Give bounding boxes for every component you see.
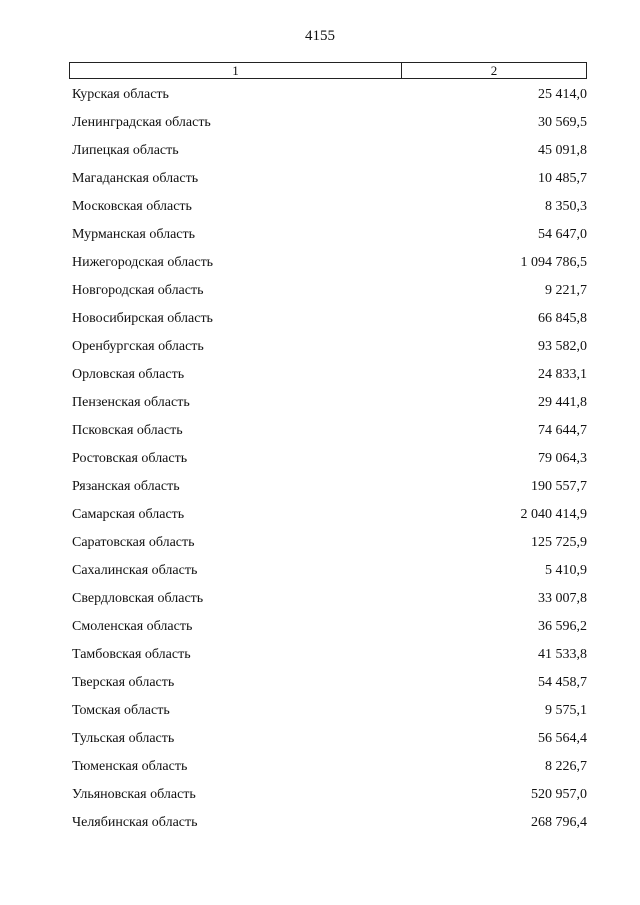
region-name: Оренбургская область xyxy=(72,339,204,354)
region-value: 520 957,0 xyxy=(531,787,587,802)
table-row xyxy=(72,588,587,616)
region-value: 24 833,1 xyxy=(538,367,587,382)
table-row xyxy=(72,308,587,336)
table-header xyxy=(69,62,587,79)
region-value: 29 441,8 xyxy=(538,395,587,410)
region-value: 9 221,7 xyxy=(545,283,587,298)
region-name: Тверская область xyxy=(72,675,175,690)
region-value: 8 350,3 xyxy=(545,199,587,214)
region-value: 125 725,9 xyxy=(531,535,587,550)
region-name: Тамбовская область xyxy=(72,647,191,662)
table-row xyxy=(72,644,587,672)
region-value: 45 091,8 xyxy=(538,143,587,158)
region-value: 41 533,8 xyxy=(538,647,587,662)
region-name: Тульская область xyxy=(72,731,175,746)
table-row xyxy=(72,224,587,252)
column-header-1: 1 xyxy=(70,63,402,78)
region-value: 66 845,8 xyxy=(538,311,587,326)
region-value: 54 458,7 xyxy=(538,675,587,690)
region-name: Рязанская область xyxy=(72,479,180,494)
table-row xyxy=(72,448,587,476)
region-name: Новгородская область xyxy=(72,283,204,298)
region-name: Тюменская область xyxy=(72,759,188,774)
table-row xyxy=(72,84,587,112)
region-name: Ульяновская область xyxy=(72,787,196,802)
region-name: Саратовская область xyxy=(72,535,195,550)
page-number: 4155 xyxy=(305,28,335,44)
table-row xyxy=(72,280,587,308)
region-value: 268 796,4 xyxy=(531,815,587,830)
region-value: 30 569,5 xyxy=(538,115,587,130)
region-name: Смоленская область xyxy=(72,619,193,634)
region-name: Мурманская область xyxy=(72,227,196,242)
table-row xyxy=(72,784,587,812)
table-row xyxy=(72,700,587,728)
column-header-2: 2 xyxy=(490,63,498,78)
table-row xyxy=(72,476,587,504)
region-name: Московская область xyxy=(72,199,192,214)
table-row xyxy=(72,336,587,364)
table-row xyxy=(72,252,587,280)
region-value: 190 557,7 xyxy=(531,479,587,494)
table-row xyxy=(72,672,587,700)
region-value: 54 647,0 xyxy=(538,227,587,242)
region-value: 2 040 414,9 xyxy=(520,507,587,522)
region-name: Новосибирская область xyxy=(72,311,213,326)
region-name: Сахалинская область xyxy=(72,563,198,578)
region-name: Свердловская область xyxy=(72,591,204,606)
region-value: 5 410,9 xyxy=(545,563,587,578)
region-value: 36 596,2 xyxy=(538,619,587,634)
region-value: 33 007,8 xyxy=(538,591,587,606)
table-row xyxy=(72,812,587,840)
region-value: 93 582,0 xyxy=(538,339,587,354)
table-row xyxy=(72,168,587,196)
region-name: Челябинская область xyxy=(72,815,198,830)
region-name: Нижегородская область xyxy=(72,255,214,270)
region-name: Томская область xyxy=(72,703,170,718)
table-row xyxy=(72,756,587,784)
table-row xyxy=(72,140,587,168)
table-body xyxy=(72,84,587,840)
region-name: Ростовская область xyxy=(72,451,188,466)
table-row xyxy=(72,532,587,560)
region-name: Псковская область xyxy=(72,423,183,438)
region-value: 74 644,7 xyxy=(538,423,587,438)
region-name: Липецкая область xyxy=(72,143,179,158)
region-name: Орловская область xyxy=(72,367,185,382)
region-value: 9 575,1 xyxy=(545,703,587,718)
table-row xyxy=(72,560,587,588)
region-name: Самарская область xyxy=(72,507,185,522)
table-row xyxy=(72,364,587,392)
table-row xyxy=(72,504,587,532)
region-value: 25 414,0 xyxy=(538,87,587,102)
region-name: Курская область xyxy=(72,87,169,102)
region-value: 56 564,4 xyxy=(538,731,587,746)
region-name: Ленинградская область xyxy=(72,115,211,130)
region-value: 8 226,7 xyxy=(545,759,587,774)
table-row xyxy=(72,420,587,448)
region-name: Пензенская область xyxy=(72,395,190,410)
table-row xyxy=(72,392,587,420)
table-row xyxy=(72,728,587,756)
table-row xyxy=(72,196,587,224)
region-value: 79 064,3 xyxy=(538,451,587,466)
region-value: 10 485,7 xyxy=(538,171,587,186)
table-row xyxy=(72,616,587,644)
region-value: 1 094 786,5 xyxy=(520,255,587,270)
region-name: Магаданская область xyxy=(72,171,199,186)
table-row xyxy=(72,112,587,140)
